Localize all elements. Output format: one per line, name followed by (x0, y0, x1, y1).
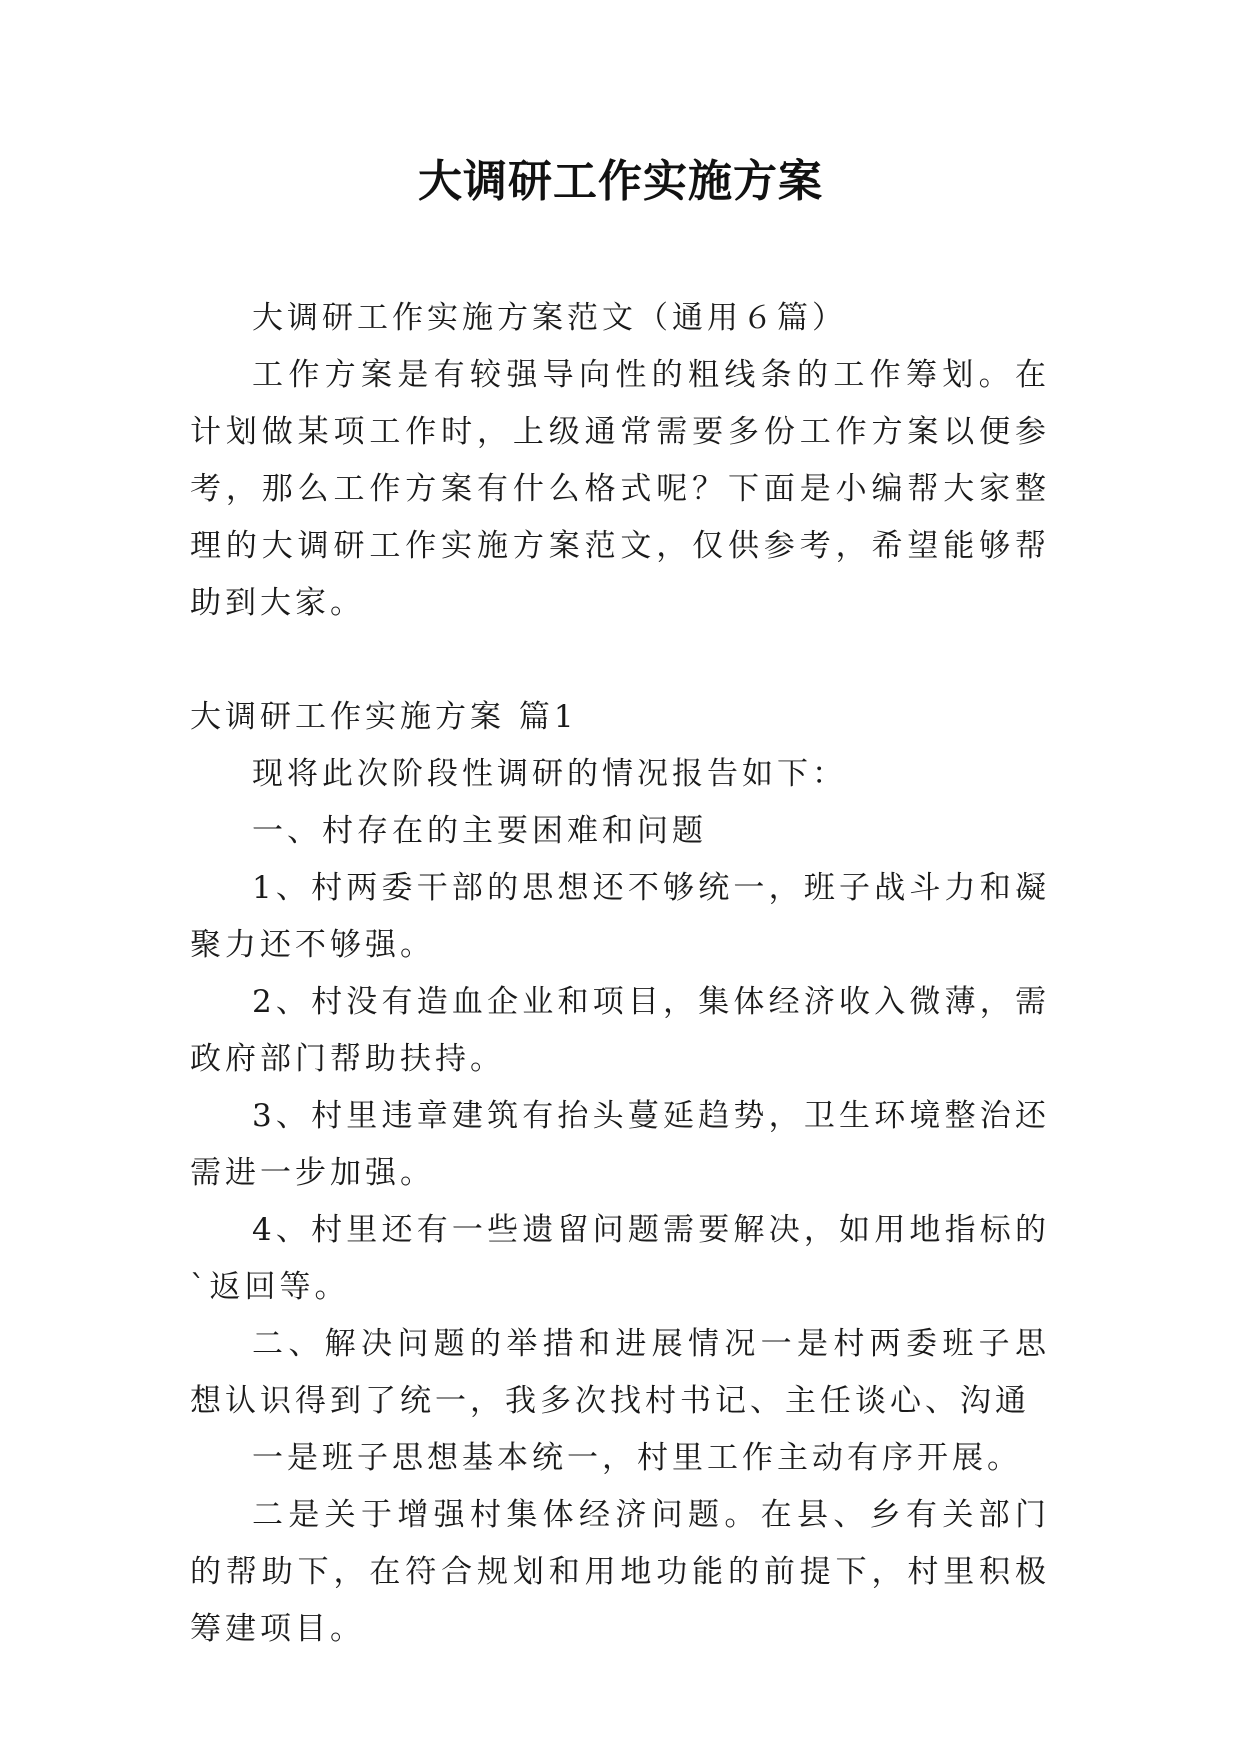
section-heading: 大调研工作实施方案 篇1 (190, 699, 578, 735)
paragraph-subtitle: 大调研工作实施方案范文（通用６篇） (252, 300, 847, 336)
paragraph: 3、村里违章建筑有抬头蔓延趋势，卫生环境整治还需进一步加强。 (190, 1098, 1050, 1191)
document-title: 大调研工作实施方案 (418, 156, 823, 207)
paragraph: 一、村存在的主要困难和问题 (252, 813, 707, 849)
paragraph: 现将此次阶段性调研的情况报告如下： (252, 756, 847, 792)
paragraph: 二是关于增强村集体经济问题。在县、乡有关部门的帮助下，在符合规划和用地功能的前提下，村里积极筹建项目。 (190, 1497, 1050, 1647)
document-body (190, 290, 1050, 1658)
paragraph: 1、村两委干部的思想还不够统一，班子战斗力和凝聚力还不够强。 (190, 870, 1050, 963)
paragraph: 二、解决问题的举措和进展情况一是村两委班子思想认识得到了统一，我多次找村书记、主任谈心、沟通 (190, 1326, 1050, 1419)
paragraph: 一是班子思想基本统一，村里工作主动有序开展。 (252, 1440, 1022, 1476)
paragraph: 2、村没有造血企业和项目，集体经济收入微薄，需政府部门帮助扶持。 (190, 984, 1050, 1077)
paragraph: 4、村里还有一些遗留问题需要解决，如用地指标的`返回等。 (190, 1212, 1050, 1305)
paragraph-intro: 工作方案是有较强导向性的粗线条的工作筹划。在计划做某项工作时，上级通常需要多份工作方案以便参考，那么工作方案有什么格式呢？下面是小编帮大家整理的大调研工作实施方案范文，仅供参考，希望能够帮助到大家。 (190, 357, 1050, 621)
